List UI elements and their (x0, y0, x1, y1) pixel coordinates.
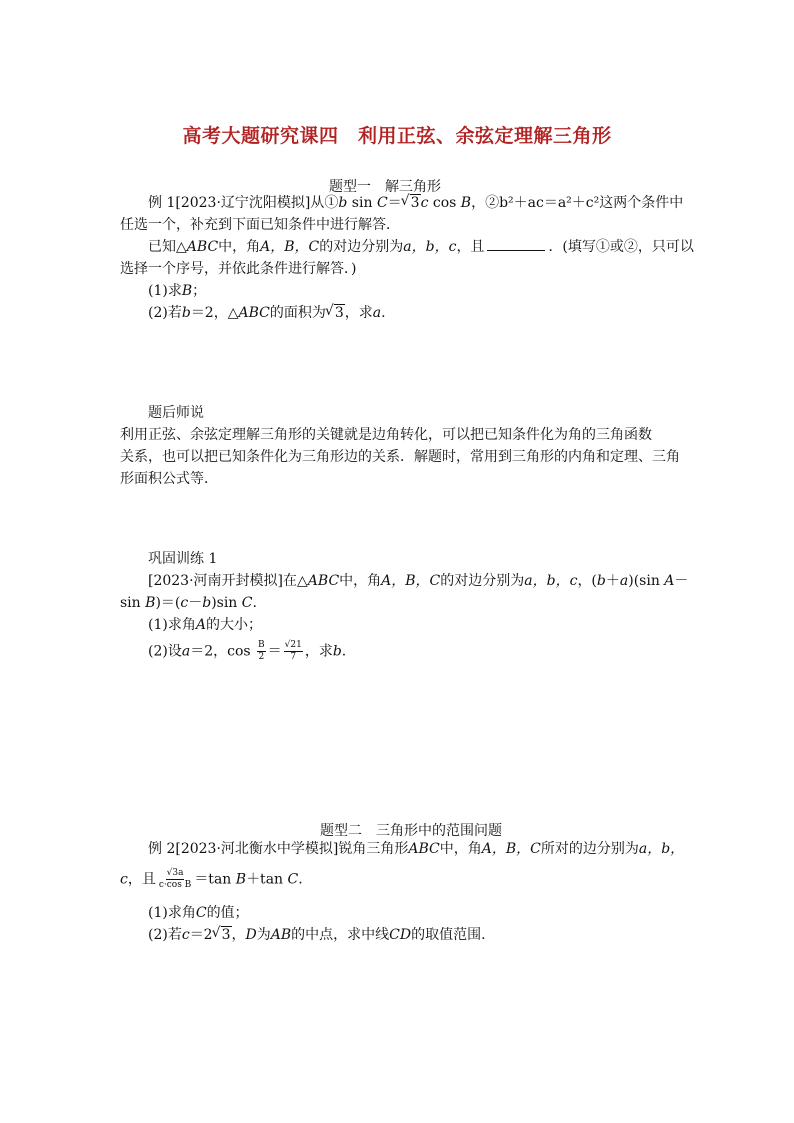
answer-blank (487, 236, 545, 251)
example1-question1: (1)求B； (148, 283, 207, 299)
practice-line2: sin B)＝(c－b)sin C. (120, 595, 257, 611)
example2-line1: 例 2[2023·河北衡水中学模拟]锐角三角形ABC中，角A，B，C所对的边分别为a，b， (148, 841, 685, 857)
example1-question2: (2)若b＝2，△ABC的面积为√ 3，求a. (148, 302, 386, 324)
example2-line2: c，且 $\frac{√3a}{\text{c·cos B}}$ ＝tan B＋tan C. (120, 868, 303, 890)
example1-line2: 任选一个，补充到下面已知条件中进行解答． (120, 217, 400, 233)
tips-heading: 题后师说 (148, 405, 204, 421)
fraction-sqrt21-over-7: $\frac{√21}{7}$ (284, 640, 302, 662)
example2-question1: (1)求角C的值； (148, 905, 249, 921)
practice-question1: (1)求角A的大小； (148, 617, 262, 633)
section2-heading: 题型二 三角形中的范围问题 (320, 823, 502, 839)
example1-line3: 已知△ABC中，角A，B，C的对边分别为a，b，c，且 ．(填写①或②，只可以 (148, 236, 694, 258)
example2-question2: (2)若c＝2√ 3，D为AB的中点，求中线CD的取值范围. (148, 924, 486, 946)
page-title: 高考大题研究课四 利用正弦、余弦定理解三角形 (182, 125, 612, 147)
practice-question2: (2)设a＝2，cos $\frac{B}{2}$ ＝ $\frac{√21}{7}$ ，求b. (148, 640, 347, 662)
fraction-sqrt3a-over-ccosb: $\frac{√3a}{\text{c·cos B}}$ (158, 868, 192, 890)
practice-line1: [2023·河南开封模拟]在△ABC中，角A，B，C的对边分别为a，b，c，(b＋a)(sin A－ (148, 573, 689, 589)
tips-line2: 关系，也可以把已知条件化为三角形边的关系．解题时，常用到三角形的内角和定理、三角 (120, 449, 680, 465)
tips-line1: 利用正弦、余弦定理解三角形的关键就是边角转化，可以把已知条件化为角的三角函数 (120, 427, 652, 443)
sqrt-symbol: √ 3 (402, 192, 421, 214)
example1-line1: 例 1[2023·辽宁沈阳模拟]从①b sin C＝√ 3c cos B，②b²＋ac＝a²＋c²这两个条件中 (148, 192, 683, 214)
example1-line4: 选择一个序号，并依此条件进行解答．) (120, 261, 357, 277)
practice-heading: 巩固训练 1 (148, 551, 218, 567)
tips-line3: 形面积公式等． (120, 471, 218, 487)
fraction-b-over-2: $\frac{B}{2}$ (258, 640, 265, 662)
section1-heading: 题型一 解三角形 (329, 179, 441, 195)
